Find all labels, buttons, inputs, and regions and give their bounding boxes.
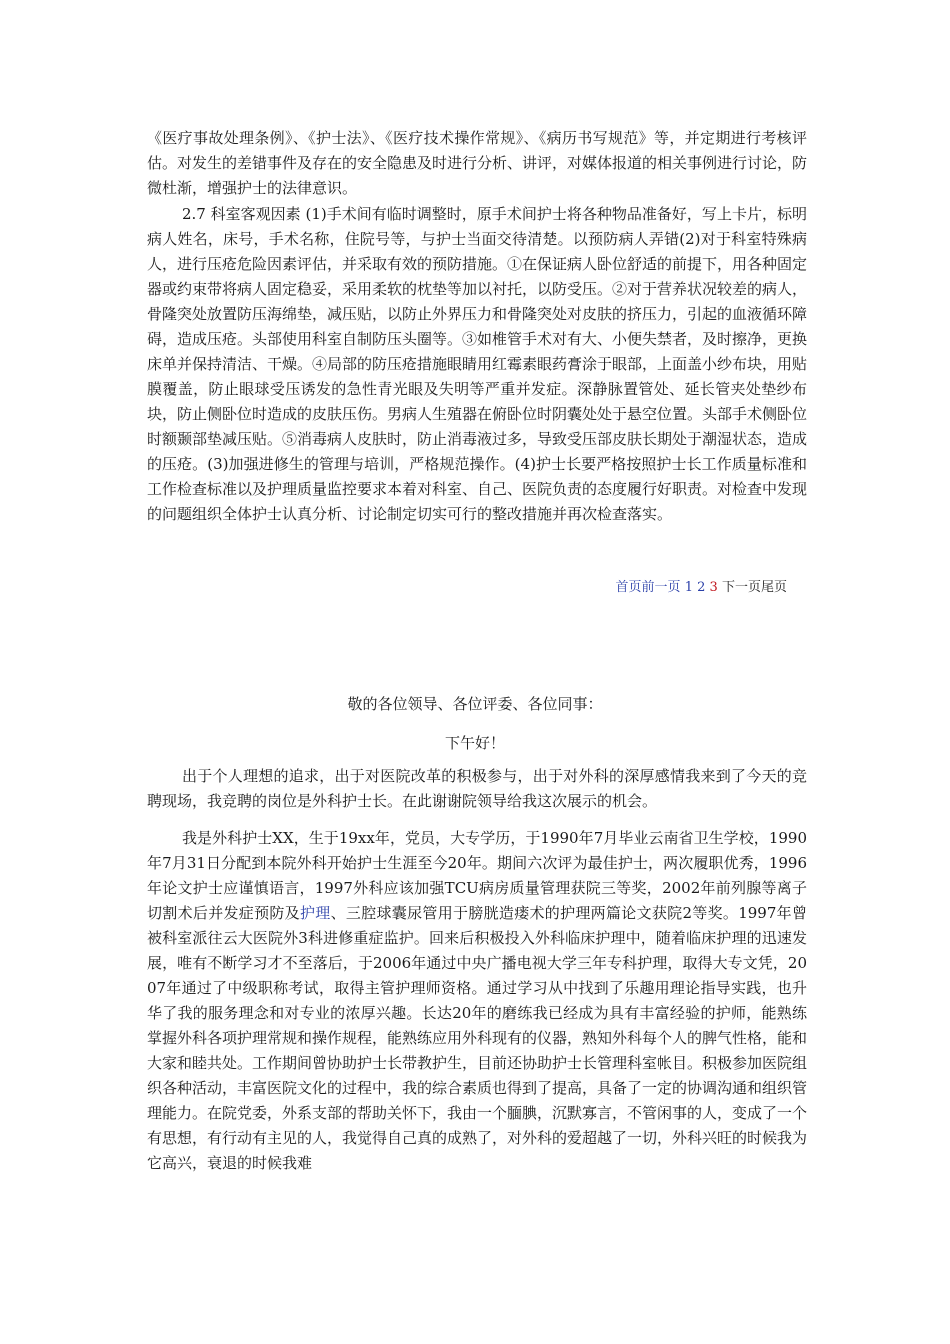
next-page-link[interactable]: 下一页	[721, 580, 761, 595]
first-page-link[interactable]: 首页	[615, 580, 642, 595]
page-link-2[interactable]: 2	[697, 580, 706, 595]
pagination	[616, 579, 787, 597]
speech-greeting: 敬的各位领导、各位评委、各位同事：	[347, 695, 603, 713]
paragraph-motivation: 出于个人理想的追求，出于对医院改革的积极参与，出于对外科的深厚感情我来到了今天的竞聘现场，我竞聘的岗位是外科护士长。在此谢谢院领导给我这次展示的机会。	[147, 767, 807, 810]
paragraph-self-introduction	[147, 826, 807, 1176]
paragraph-department-factors: 2.7 科室客观因素 (1)手术间有临时调整时，原手术间护士将各种物品准备好，写上卡片，标明病人姓名，床号，手术名称，住院号等，与护士当面交待清楚。以预防病人弄错(2)对于科室特殊病人，进行压疮危险因素评估，并采取有效的预防措施。①在保证病人卧位舒适的前提下，用各种固定器或约束带将病人固定稳妥，采用柔软的枕垫等加以衬托，以防受压。②对于营养状况较差的病人，骨隆突处放置防压海绵垫，减压贴，以防止外界压力和骨隆突处对皮肤的挤压力，引起的血液循环障碍，造成压疮。头部使用科室自制防压头圈等。③如椎管手术对有大、小便失禁者，及时擦净，更换床单并保持清洁、干燥。④局部的防压疮措施眼睛用红霉素眼药膏涂于眼部，上面盖小纱布块，用贴膜覆盖，防止眼球受压诱发的急性青光眼及失明等严重并发症。深静脉置管处、延长管夹处垫纱布块，防止侧卧位时造成的皮肤压伤。男病人生殖器在俯卧位时阴囊处处于悬空位置。头部手术侧卧位时额颞部垫减压贴。⑤消毒病人皮肤时，防止消毒液过多，导致受压部皮肤长期处于潮湿状态，造成的压疮。(3)加强进修生的管理与培训，严格规范操作。(4)护士长要严格按照护士长工作质量标准和工作检查标准以及护理质量监控要求本着对科室、自己、医院负责的态度履行好职责。对检查中发现的问题组织全体护士认真分析、讨论制定切实可行的整改措施并再次检查落实。	[147, 205, 808, 523]
intro-text-part-2: 、三腔球囊尿管用于膀胱造瘘术的护理两篇论文获院2等奖。1997年曾被科室派往云大医院外3科进修重症监护。回来后积极投入外科临床护理中，随着临床护理的迅速发展，唯有不断学习才不至落后，于2006年通过中央广播电视大学三年专科护理，取得大专文凭，2007年通过了中级职称考试，取得主管护理师资格。通过学习从中找到了乐趣用理论指导实践，也升华了我的服务理念和对专业的浓厚兴趣。长达20年的磨练我已经成为具有丰富经验的护师，能熟练掌握外科各项护理常规和操作规程，能熟练应用外科现有的仪器，熟知外科每个人的脾气性格，能和大家和睦共处。工作期间曾协助护士长带教护生，目前还协助护士长管理科室帐目。积极参加医院组织各种活动，丰富医院文化的过程中，我的综合素质也得到了提高，具备了一定的协调沟通和组织管理能力。在院党委，外系支部的帮助关怀下，我由一个腼腆，沉默寡言，不管闲事的人，变成了一个有思想，有行动有主见的人，我觉得自己真的成熟了，对外科的爱超越了一切，外科兴旺的时候我为它高兴，衰退的时候我难	[147, 904, 808, 1172]
current-page-3: 3	[709, 580, 718, 595]
speech-good-afternoon: 下午好！	[444, 734, 505, 752]
last-page-link[interactable]: 尾页	[760, 580, 787, 595]
paragraph-regulations: 《医疗事故处理条例》、《护士法》、《医疗技术操作常规》、《病历书写规范》等，并定期进行考核评估。对发生的差错事件及存在的安全隐患及时进行分析、讲评，对媒体报道的相关事例进行讨论，防微杜渐，增强护士的法律意识。	[147, 129, 808, 197]
prev-page-link[interactable]: 前一页	[641, 580, 681, 595]
page-link-1[interactable]: 1	[684, 580, 693, 595]
intro-text-part-1: 我是外科护士XX，生于19xx年，党员，大专学历，于1990年7月毕业云南省卫生学校，1990年7月31日分配到本院外科开始护士生涯至今20年。期间六次评为最佳护士，两次履职优秀，1996年论文护士应谨慎语言，1997外科应该加强TCU病房质量管理获院三等奖，2002年前列腺等离子切割术后并发症预防及	[147, 829, 807, 922]
nursing-link[interactable]: 护理	[300, 904, 331, 922]
